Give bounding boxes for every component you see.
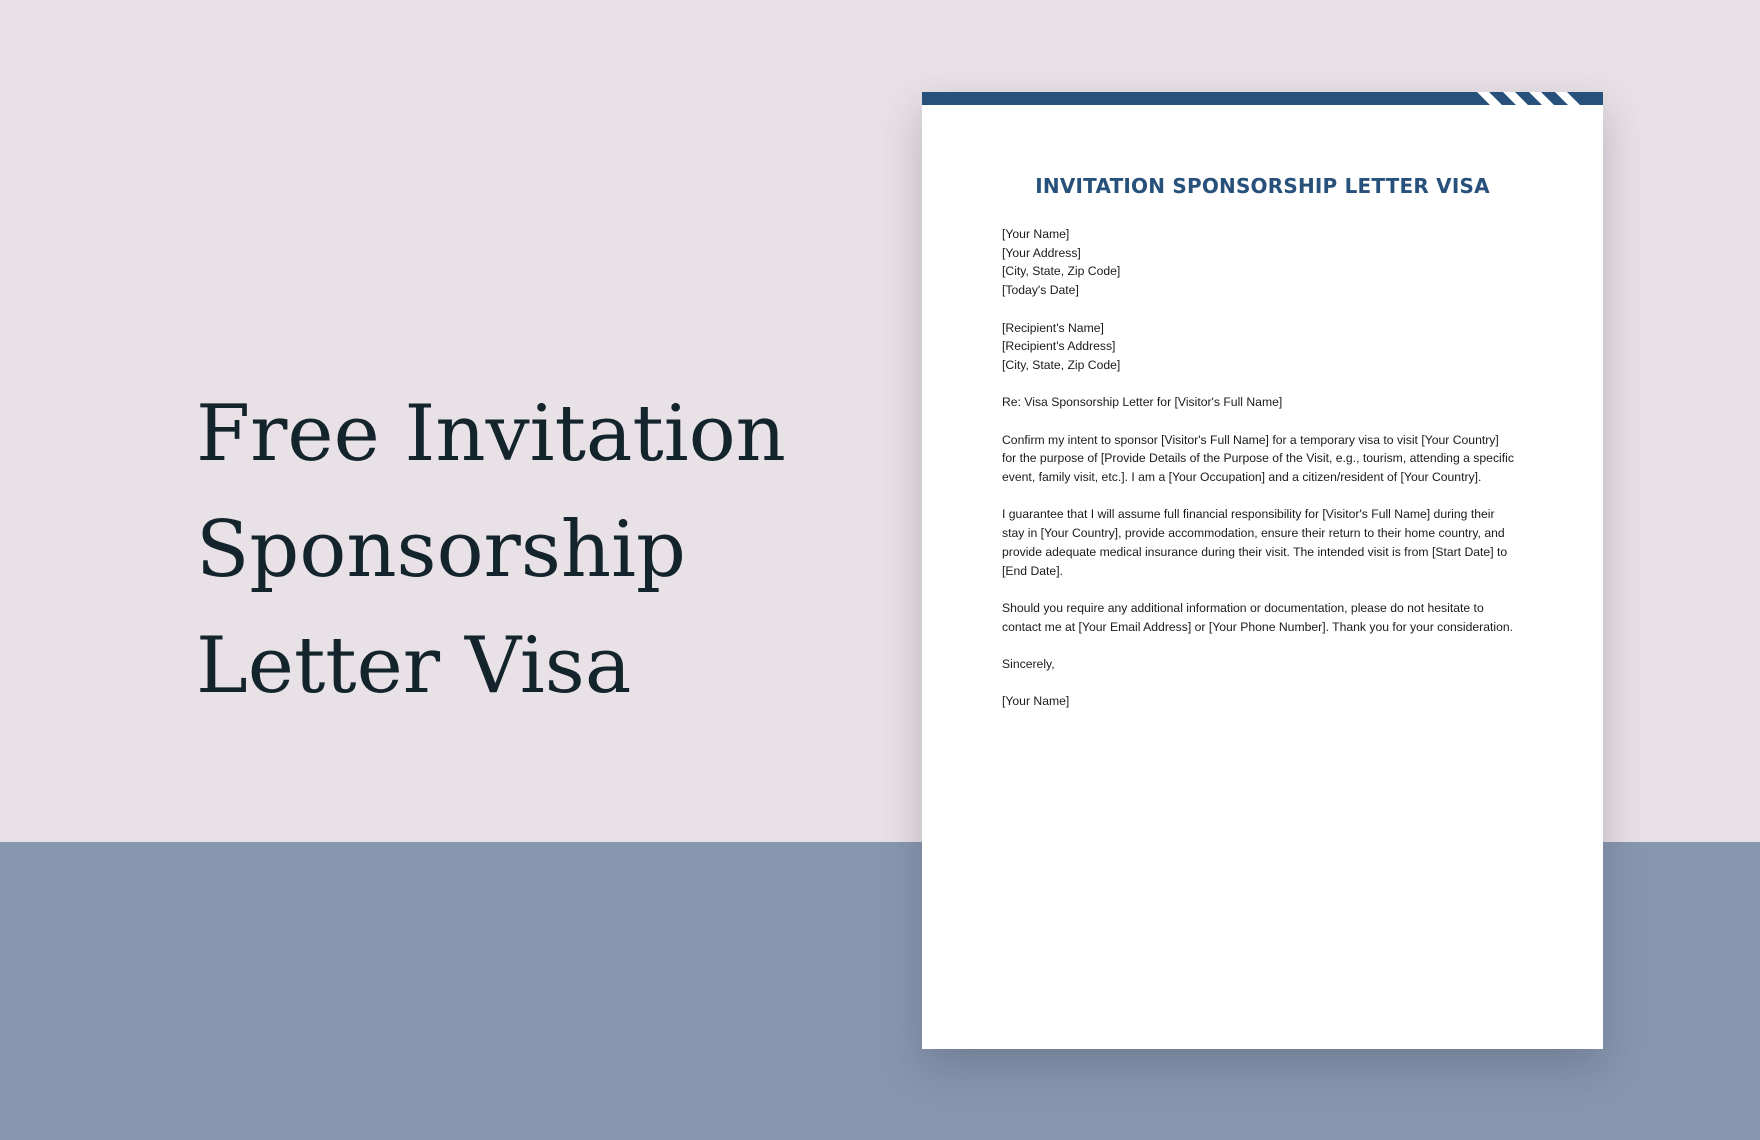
paragraph-1 [1002,431,1542,487]
paragraph-line: for the purpose of [Provide Details of the Purpose of the Visit, e.g., tourism, attending a specific [1002,451,1514,466]
headline-line: Letter Visa [196,621,632,711]
paragraph-2 [1002,505,1542,580]
paragraph-3 [1002,599,1542,636]
subject-line: Re: Visa Sponsorship Letter for [Visitor's Full Name] [1002,395,1283,410]
subject-block [1002,393,1542,412]
letter-body [1002,225,1542,730]
recipient-block [1002,319,1542,375]
sender-block [1002,225,1542,300]
paragraph-line: contact me at [Your Email Address] or [Your Phone Number]. Thank you for your consideration. [1002,619,1514,634]
paragraph-line: stay in [Your Country], provide accommodation, ensure their return to their home country, and [1002,526,1505,541]
sender-line: [City, State, Zip Code] [1002,264,1121,279]
closing-line: Sincerely, [1002,657,1055,672]
closing-block [1002,655,1542,674]
signature-block [1002,692,1542,711]
sender-line: [Your Name] [1002,227,1070,241]
paragraph-line: provide adequate medical insurance during their visit. The intended visit is from [Start Date] to [1002,544,1508,559]
paragraph-line: Confirm my intent to sponsor [Visitor's Full Name] for a temporary visa to visit [Your Country] [1002,432,1499,447]
headline [196,376,836,724]
recipient-line: [Recipient's Address] [1002,339,1116,354]
stripe-decoration [1463,92,1603,105]
letter-title: INVITATION SPONSORSHIP LETTER VISA [1035,174,1490,198]
recipient-line: [Recipient's Name] [1002,320,1104,335]
letter-document [922,92,1603,1049]
paragraph-line: event, family visit, etc.]. I am a [Your Occupation] and a citizen/resident of [Your Country]. [1002,470,1482,485]
paragraph-line: I guarantee that I will assume full financial responsibility for [Visitor's Full Name] during their [1002,507,1495,522]
recipient-line: [City, State, Zip Code] [1002,357,1121,372]
signature-line: [Your Name] [1002,694,1070,709]
sender-line: [Your Address] [1002,245,1081,260]
paragraph-line: Should you require any additional information or documentation, please do not hesitate to [1002,600,1484,615]
sender-line: [Today's Date] [1002,283,1079,298]
headline-line: Free Invitation [196,389,786,479]
paragraph-line: [End Date]. [1002,563,1063,578]
headline-line: Sponsorship [196,505,686,595]
